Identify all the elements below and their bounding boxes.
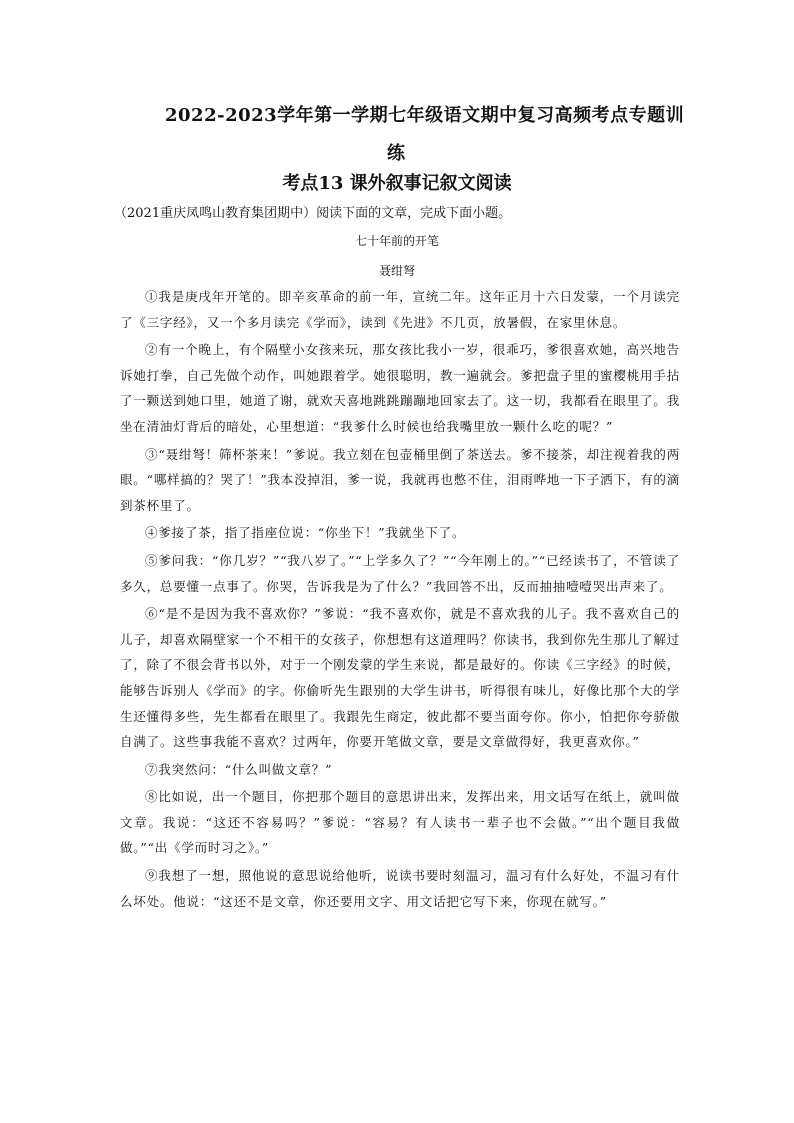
topic-subtitle: 考点13 课外叙事记叙文阅读 (282, 173, 512, 194)
title-line-2: 练 (387, 143, 406, 164)
paragraph: ④爹接了茶，指了指座位说：“你坐下！”我就坐下了。 (145, 525, 466, 541)
paragraph: ⑦我突然问：“什么叫做文章？” (145, 761, 333, 777)
paragraph: ⑧比如说，出一个题目，你把那个题目的意思讲出来，发挥出来，用文话写在纸上，就叫做文章。我说：“这还不容易吗？”爹说：“容易？有人读书一辈子也不会做。”“出个题目我做做。”“出《学而时习之》。” (120, 789, 680, 856)
paragraph: ⑥“是不是因为我不喜欢你？”爹说：“我不喜欢你，就是不喜欢我的儿子。我不喜欢自己的儿子，却喜欢隔壁家一个不相干的女孩子，你想想有这道理吗？你读书，我到你先生那儿了解过了，除了不很会背书以外，对于一个刚发蒙的学生来说，都是最好的。你读《三字经》的时候，能够告诉别人《学而》的字。你偷听先生跟别的大学生讲书，听得很有味儿，好像比那个大的学生还懂得多些，先生都看在眼里了。我跟先生商定，彼此都不要当面夸你。你小，怕把你夸骄傲自满了。这些事我能不喜欢？过两年，你要开笔做文章，要是文章做得好，我更喜欢你。” (120, 606, 680, 750)
article-author: 聂绀弩 (378, 264, 415, 278)
paragraph: ①我是庚戌年开笔的。即辛亥革命的前一年，宣统二年。这年正月十六日发蒙，一个月读完了《三字经》，又一个多月读完《学而》，读到《先进》不几页，放暑假，在家里休息。 (120, 289, 680, 330)
question-source: （2021重庆凤鸣山教育集团期中）阅读下面的文章，完成下面小题。 (114, 206, 512, 221)
paragraph: ⑤爹问我：“你几岁？”“我八岁了。”“上学多久了？”“今年刚上的。”“已经读书了，不管读了多久，总要懂一点事了。你哭，告诉我是为了什么？”我回答不出，反而抽抽噎噎哭出声来了。 (120, 552, 680, 594)
article-title: 七十年前的开笔 (354, 234, 439, 248)
paragraph: ⑨我想了一想，照他说的意思说给他听，说读书要时刻温习，温习有什么好处，不温习有什么坏处。他说：“这还不是文章，你还要用文字、用文话把它写下来，你现在就写。” (120, 868, 680, 909)
paragraph: ③“聂绀弩！筛杯茶来！”爹说。我立刻在包壶桶里倒了茶送去。爹不接茶，却注视着我的两眼。“哪样搞的？哭了！”我本没掉泪，爹一说，我就再也憋不住，泪雨哗地一下子洒下，有的滴到茶杯里了。 (120, 446, 680, 513)
title-line-1: 2022-2023学年第一学期七年级语文期中复习高频考点专题训 (165, 105, 685, 126)
document-title (165, 97, 685, 173)
article-body (120, 284, 680, 916)
paragraph: ②有一个晚上，有个隔壁小女孩来玩，那女孩比我小一岁，很乖巧，爹很喜欢她，高兴地告诉她打拳，自己先做个动作，叫她跟着学。她很聪明，教一遍就会。爹把盘子里的蜜樱桃用手拈了一颗送到她口里，她道了谢，就欢天喜地跳跳蹦蹦地回家去了。这一切，我都看在眼里了。我坐在清油灯背后的暗处，心里想道：“我爹什么时候也给我嘴里放一颗什么吃的呢？” (120, 342, 680, 434)
